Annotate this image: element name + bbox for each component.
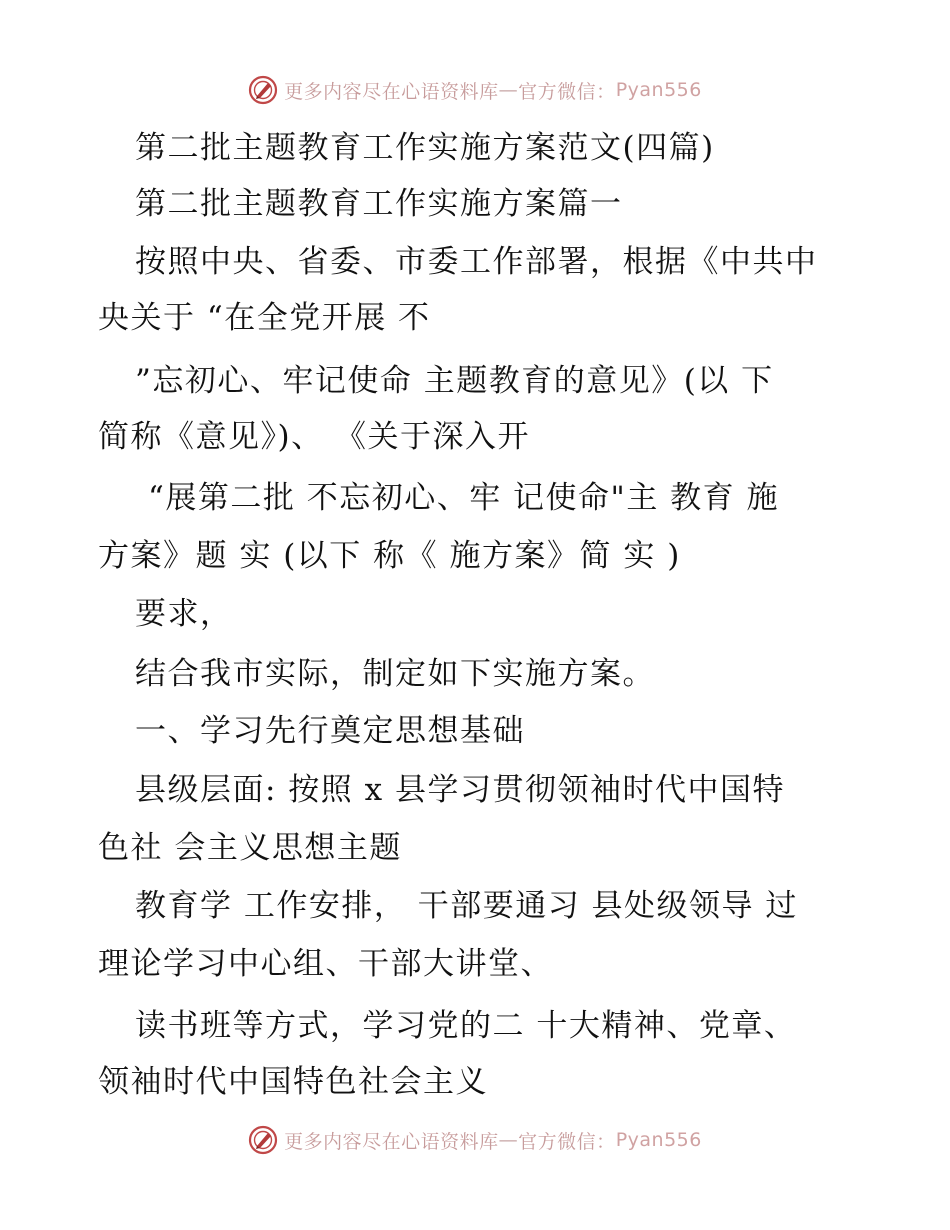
watermark-suffix: 官方微信： <box>518 1130 616 1153</box>
paragraph-line: 央关于 “在全党开展 不 <box>98 300 431 336</box>
paragraph-line: 色社 会主义思想主题 <box>98 830 402 866</box>
watermark-separator: — <box>498 79 519 101</box>
watermark-header <box>0 73 950 107</box>
document-title: 第二批主题教育工作实施方案范文(四篇) <box>135 130 715 166</box>
paragraph-line: 读书班等方式，学习党的二 十大精神、党章、 <box>135 1008 797 1044</box>
paragraph-line: 方案》题 实 (以下 称《 施方案》简 实 ) <box>98 538 681 574</box>
paragraph-line: ”忘初心、牢记使命 主题教育的意见》(以 下 <box>135 363 774 399</box>
paragraph-line: 按照中央、省委、市委工作部署，根据《中共中 <box>135 244 818 280</box>
watermark-account: Pyan556 <box>615 79 702 101</box>
pen-logo-icon <box>248 1125 278 1155</box>
watermark-suffix: 官方微信： <box>518 80 616 103</box>
pen-logo-icon <box>248 75 278 105</box>
watermark-footer <box>0 1123 950 1157</box>
watermark-separator: — <box>498 1129 519 1151</box>
paragraph-line: 教育学 工作安排， 干部要通习 县处级领导 过 <box>135 888 798 924</box>
paragraph-line: 简称《意见》)、 《关于深入开 <box>98 419 530 455</box>
paragraph-line: 县级层面: 按照 x 县学习贯彻领袖时代中国特 <box>135 772 785 808</box>
paragraph-line: 理论学习中心组、干部大讲堂、 <box>98 946 553 982</box>
paragraph-line: 结合我市实际，制定如下实施方案。 <box>135 656 655 692</box>
watermark-account: Pyan556 <box>615 1129 702 1151</box>
watermark-text: 更多内容尽在心语资料库 <box>284 1130 499 1153</box>
paragraph-line: 领袖时代中国特色社会主义 <box>98 1064 488 1100</box>
paragraph-line: “展第二批 不忘初心、牢 记使命"主 教育 施 <box>148 480 780 516</box>
watermark-text: 更多内容尽在心语资料库 <box>284 80 499 103</box>
paragraph-line: 要求， <box>135 596 233 632</box>
section-heading: 一、学习先行奠定思想基础 <box>135 713 525 749</box>
section-heading: 第二批主题教育工作实施方案篇一 <box>135 186 623 222</box>
